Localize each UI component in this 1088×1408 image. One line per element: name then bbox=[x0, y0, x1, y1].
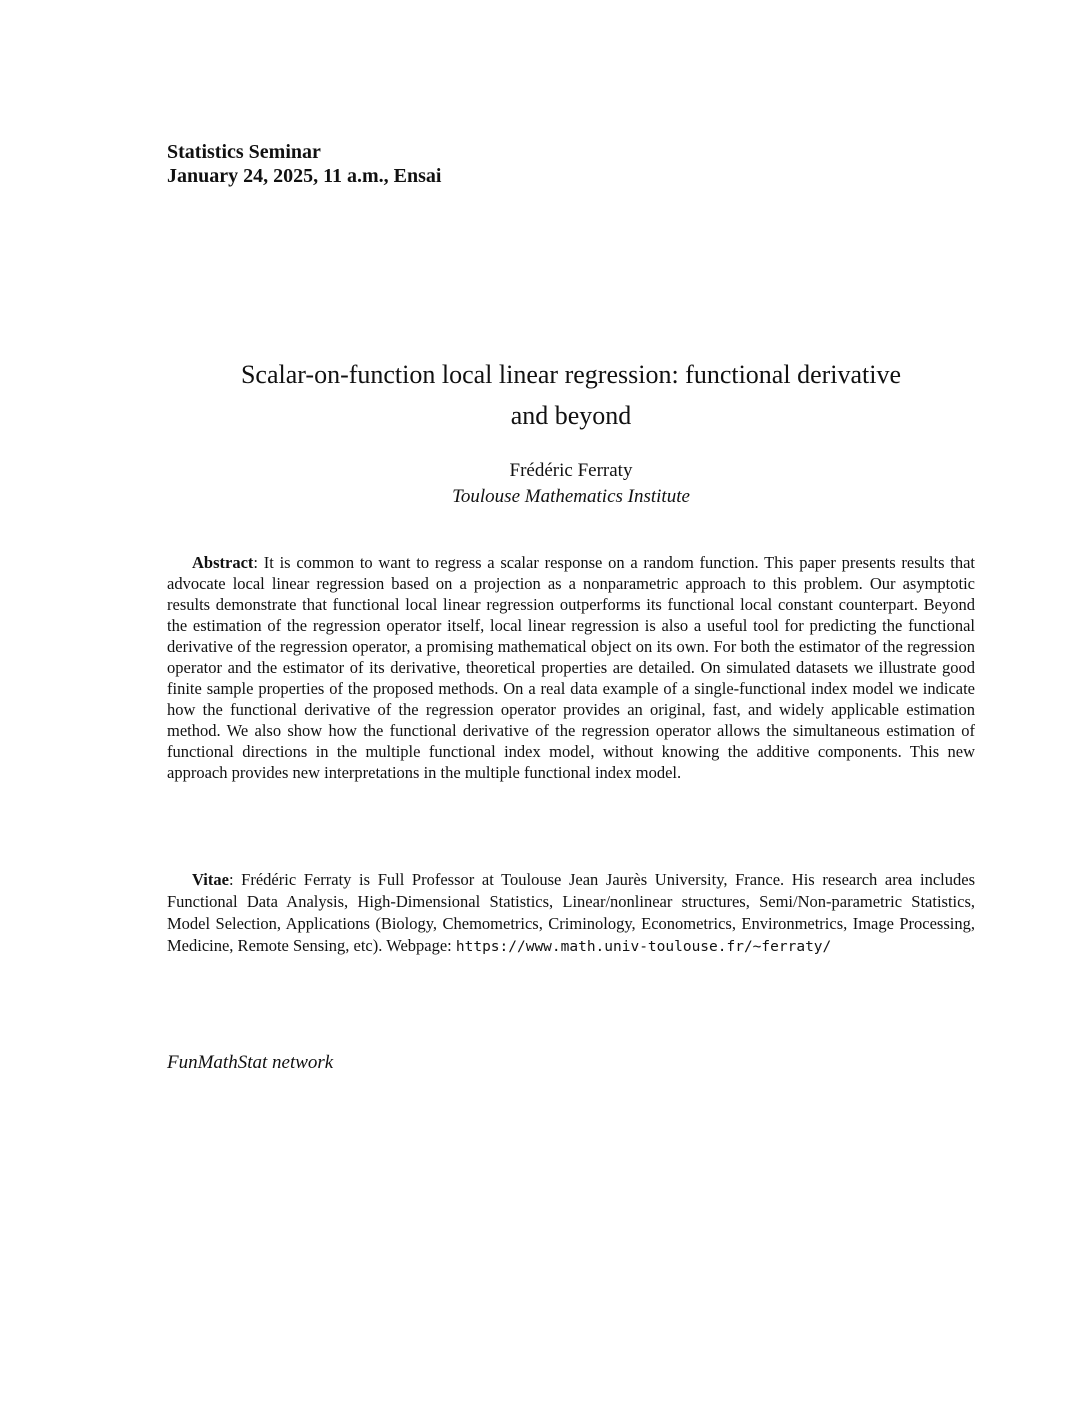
paper-title-line1: Scalar-on-function local linear regression: functional derivative bbox=[240, 360, 902, 389]
paper-title-line2: and beyond bbox=[510, 401, 632, 430]
page-content bbox=[167, 0, 975, 1074]
abstract-paragraph bbox=[167, 552, 975, 783]
webpage-link[interactable]: https://www.math.univ-toulouse.fr/~ferraty/ bbox=[455, 939, 832, 955]
paper-title bbox=[167, 354, 975, 436]
author-affiliation: Toulouse Mathematics Institute bbox=[452, 486, 690, 507]
vitae-text: : Frédéric Ferraty is Full Professor at Toulouse Jean Jaurès University, France. His research area includes Functional Data Analysis, High-Dimensional Statistics, Linear/nonlinear structures, Semi/Non-parametric Statistics, Model Selection, Applications (Biology, Chemometrics, Criminology, Econometrics, Environmetrics, Image Processing, Medicine, Remote Sensing, etc). Webpage: bbox=[167, 870, 975, 955]
abstract-label: Abstract bbox=[192, 553, 254, 572]
vitae-label: Vitae bbox=[192, 870, 229, 889]
vitae-paragraph bbox=[167, 869, 975, 958]
author-name: Frédéric Ferraty bbox=[509, 460, 633, 481]
abstract-text: : It is common to want to regress a scalar response on a random function. This paper presents results that advocate local linear regression based on a projection as a nonparametric approach to this problem. Our asymptotic results demonstrate that functional local linear regression outperforms its functional local constant counterpart. Beyond the estimation of the regression operator itself, local linear regression is also a useful tool for predicting the functional derivative of the regression operator, a promising mathematical object on its own. For both the estimator of the regression operator and the estimator of its derivative, theoretical properties are detailed. On simulated datasets we illustrate good finite sample properties of the proposed methods. On a real data example of a single-functional index model we indicate how the functional derivative of the regression operator provides an original, fast, and widely applicable estimation method. We also show how the functional derivative of the regression operator allows the simultaneous estimation of functional directions in the multiple functional index model, without knowing the additive components. This new approach provides new interpretations in the multiple functional index model. bbox=[167, 553, 975, 782]
network-footer: FunMathStat network bbox=[167, 1052, 334, 1073]
seminar-name: Statistics Seminar bbox=[167, 141, 321, 163]
seminar-header bbox=[167, 0, 975, 188]
seminar-datetime: January 24, 2025, 11 a.m., Ensai bbox=[167, 165, 442, 187]
